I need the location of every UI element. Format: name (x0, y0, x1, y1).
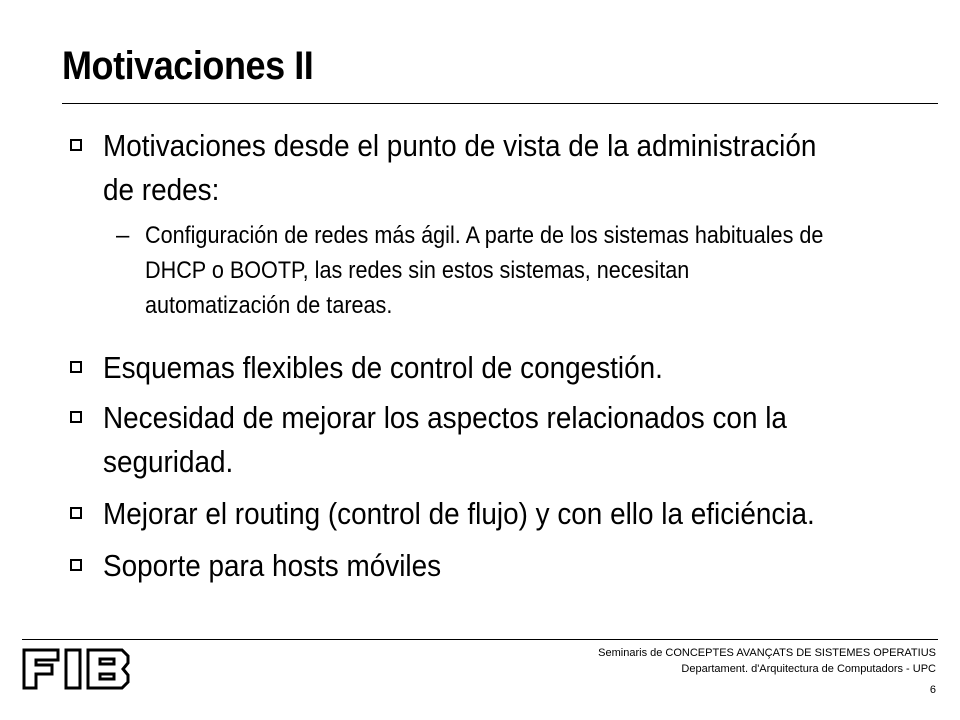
footer-department: Departament. d'Arquitectura de Computadors - UPC (681, 663, 936, 675)
square-bullet-icon (70, 411, 82, 423)
title-divider (62, 103, 938, 104)
slide-title: Motivaciones II (62, 44, 314, 88)
square-bullet-icon (70, 507, 82, 519)
page-number: 6 (929, 684, 936, 696)
footer-course: Seminaris de CONCEPTES AVANÇATS DE SISTEMES OPERATIUS (598, 647, 936, 659)
bullet-text: Soporte para hosts móviles (103, 548, 442, 583)
bullet-text: Necesidad de mejorar los aspectos relacionados con la seguridad. (103, 400, 787, 479)
sub-bullet-text: Configuración de redes más ágil. A parte de los sistemas habituales de DHCP o BOOTP, las redes sin estos sistemas, necesitan automatización de tareas. (145, 222, 824, 319)
footer-divider (22, 639, 938, 640)
bullet-text: Esquemas flexibles de control de congestión. (103, 350, 663, 385)
bullet-text: Mejorar el routing (control de flujo) y con ello la eficiéncia. (103, 496, 815, 531)
square-bullet-icon (70, 361, 82, 373)
square-bullet-icon (70, 139, 82, 151)
sub-bullet-dash: – (116, 222, 130, 249)
fib-logo (22, 648, 130, 690)
bullet-text: Motivaciones desde el punto de vista de la administración de redes: (103, 128, 817, 207)
square-bullet-icon (70, 559, 82, 571)
